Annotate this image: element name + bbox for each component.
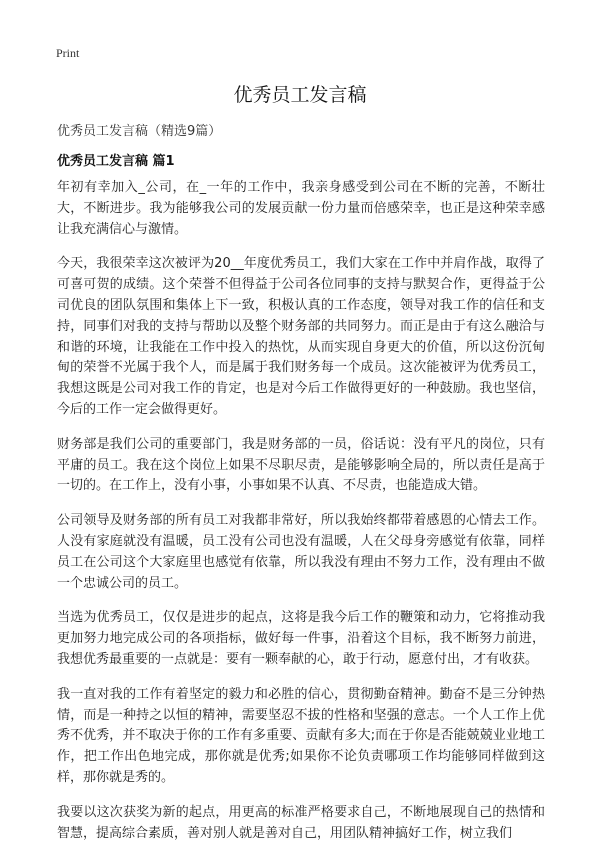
paragraph-2: 今天，我很荣幸这次被评为20__年度优秀员工，我们大家在工作中并肩作战，取得了可喜可贺的成绩。这个荣誉不但得益于公司各位同事的支持与默契合作，更得益于公司优良的团队氛围和集体上下一致，积极认真的工作态度，领导对我工作的信任和支持，同事们对我的支持与帮助以及整个财务部的共同努力。而正是由于有这么融洽与和谐的环境，让我能在工作中投入的热忱，从而实现自身更大的价值，所以这份沉甸甸的荣誉不光属于我个人，而是属于我们财务每一个成员。这次能被评为优秀员工，我想这既是公司对我工作的肯定，也是对今后工作做得更好的一种鼓励。我也坚信，今后的工作一定会做得更好。 (57, 256, 545, 417)
paragraph-5: 当选为优秀员工，仅仅是进步的起点，这将是我今后工作的鞭策和动力，它将推动我更加努力地完成公司的各项指标，做好每一件事，沿着这个目标，我不断努力前进，我想优秀最重要的一点就是：要有一颗奉献的心，敢于行动，愿意付出，才有收获。 (57, 610, 545, 667)
paragraph-3: 财务部是我们公司的重要部门，我是财务部的一员，俗话说：没有平凡的岗位，只有平庸的员工。我在这个岗位上如果不尽职尽责，是能够影响全局的，所以责任是高于一切的。在工作上，没有小事，小事如果不认真、不尽责，也能造成大错。 (57, 436, 545, 494)
paragraph-1: 年初有幸加入_公司，在_一年的工作中，我亲身感受到公司在不断的完善，不断壮大，不断进步。我为能够我公司的发展贡献一份力量而倍感荣幸，也正是这种荣幸感让我充满信心与激情。 (57, 180, 545, 237)
section-heading: 优秀员工发言稿 篇1 (57, 154, 175, 169)
print-link[interactable]: Print (56, 46, 80, 60)
paragraph-4: 公司领导及财务部的所有员工对我都非常好，所以我始终都带着感恩的心情去工作。人没有家庭就没有温暖，员工没有公司也没有温暖，人在父母身旁感觉有依靠，同样员工在公司这个大家庭里也感觉有依靠，所以我没有理由不努力工作，没有理由不做一个忠诚公司的员工。 (57, 513, 545, 591)
paragraph-6: 我一直对我的工作有着坚定的毅力和必胜的信心，贯彻勤奋精神。勤奋不是三分钟热情，而是一种持之以恒的精神，需要坚忍不拔的性格和坚强的意志。一个人工作上优秀不优秀，并不取决于你的工作有多重要、贡献有多大;而在于你是否能兢兢业业地工作，把工作出色地完成，那你就是优秀;如果你不论负责哪项工作均能够同样做到这样，那你就是秀的。 (57, 686, 545, 785)
paragraph-7: 我要以这次获奖为新的起点，用更高的标准严格要求自己，不断地展现自己的热情和智慧，提高综合素质，善对别人就是善对自己，用团队精神搞好工作，树立我们 (57, 804, 545, 841)
document-body (57, 178, 545, 841)
document-title: 优秀员工发言稿 (233, 84, 367, 106)
document-subtitle: 优秀员工发言稿（精选9篇） (57, 124, 222, 139)
